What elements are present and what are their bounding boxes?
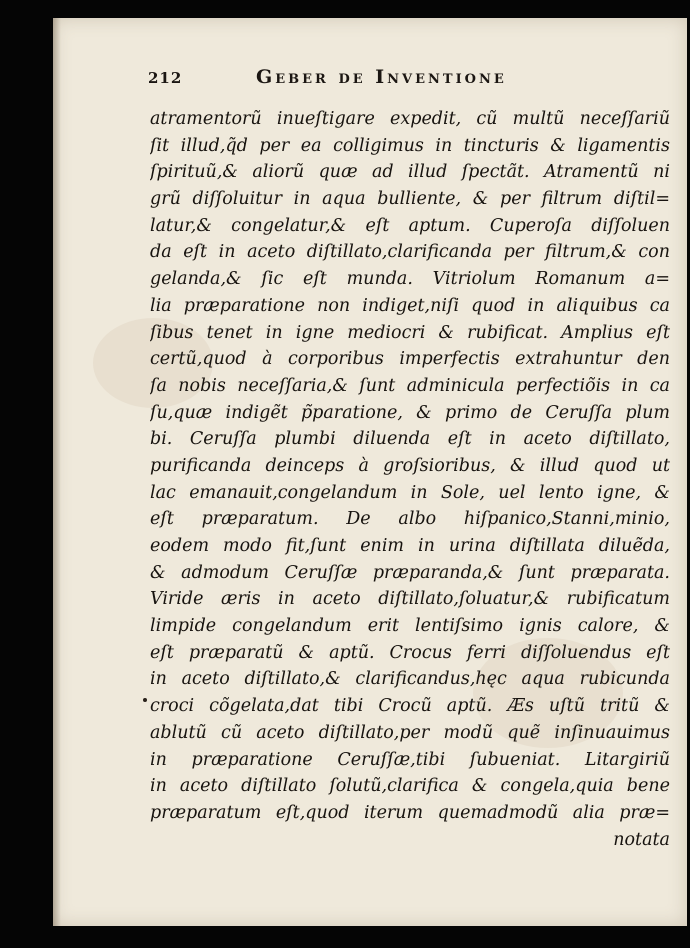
text-line: ſpirituũ,& aliorũ quæ ad illud ſpectãt. Atramentũ ni bbox=[150, 162, 670, 183]
text-line: ſit illud,q̃d per ea colligimus in tincturis & ligamentis bbox=[150, 135, 670, 156]
text-line: eſt præparatum. De albo hiſpanico,Stanni,minio, bbox=[150, 509, 670, 530]
text-line: ſibus tenet in igne mediocri & rubificat. Amplius eſt bbox=[150, 322, 670, 343]
text-line: ablutũ cũ aceto diſtillato,per modũ quẽ inſinuauimus bbox=[150, 722, 670, 743]
page-number: 212 bbox=[148, 69, 183, 87]
text-line: atramentorũ inueſtigare expedit, cũ multũ neceſſariũ bbox=[150, 109, 670, 129]
text-line: da eſt in aceto diſtillato,clarificanda per filtrum,& con bbox=[150, 242, 670, 263]
text-line: latur,& congelatur,& eſt aptum. Cuperoſa diſſoluen bbox=[150, 215, 670, 236]
text-line: ſu,quæ indigẽt p̃paratione, & primo de Ceruſſa plum bbox=[150, 402, 670, 423]
body-text bbox=[150, 106, 670, 853]
text-line: eodem modo fit,ſunt enim in urina diſtillata diluẽda, bbox=[150, 536, 670, 556]
text-line: præparatum eſt,quod iterum quemadmodũ alia præ= bbox=[150, 802, 670, 823]
text-line: ſa nobis neceſſaria,& ſunt adminicula perfectiõis in ca bbox=[150, 375, 670, 396]
text-line: gelanda,& ſic eſt munda. Vitriolum Romanum a= bbox=[150, 269, 670, 290]
page-gutter-shadow bbox=[53, 18, 61, 926]
margin-mark bbox=[143, 698, 147, 702]
text-line: limpide congelandum erit lentiſsimo ignis calore, & bbox=[150, 616, 670, 637]
text-line: purificanda deinceps à groſsioribus, & illud quod ut bbox=[150, 455, 670, 476]
text-line: in aceto diſtillato,& clarificandus,hęc aqua rubicunda bbox=[150, 669, 670, 690]
text-line: Viride æris in aceto diſtillato,ſoluatur,& rubificatum bbox=[150, 589, 670, 610]
text-line: & admodum Ceruſſæ præparanda,& ſunt præparata. bbox=[150, 562, 670, 583]
text-line: certũ,quod à corporibus imperfectis extrahuntur den bbox=[150, 349, 670, 370]
text-line: bi. Ceruſſa plumbi diluenda eſt in aceto diſtillato, bbox=[150, 429, 670, 450]
text-line: in aceto diſtillato ſolutũ,clarifica & congela,quia bene bbox=[150, 776, 670, 797]
text-line: lac emanauit,congelandum in Sole, uel lento igne, & bbox=[150, 482, 670, 503]
running-head bbox=[148, 62, 628, 92]
catchword: notata bbox=[613, 829, 670, 850]
running-title: Geber de Inventione bbox=[256, 66, 507, 88]
text-line: lia præparatione non indiget,niſi quod in aliquibus ca bbox=[150, 295, 670, 316]
text-line: grũ diſſoluitur in aqua bulliente, & per filtrum diſtil= bbox=[150, 189, 670, 210]
text-line: in præparatione Ceruſſæ,tibi ſubueniat. Litargiriũ bbox=[150, 749, 670, 770]
text-line: eſt præparatũ & aptũ. Crocus ferri diſſoluendus eſt bbox=[150, 642, 670, 663]
text-line: croci cõgelata,dat tibi Crocũ aptũ. Æs uſtũ tritũ & bbox=[150, 696, 670, 717]
